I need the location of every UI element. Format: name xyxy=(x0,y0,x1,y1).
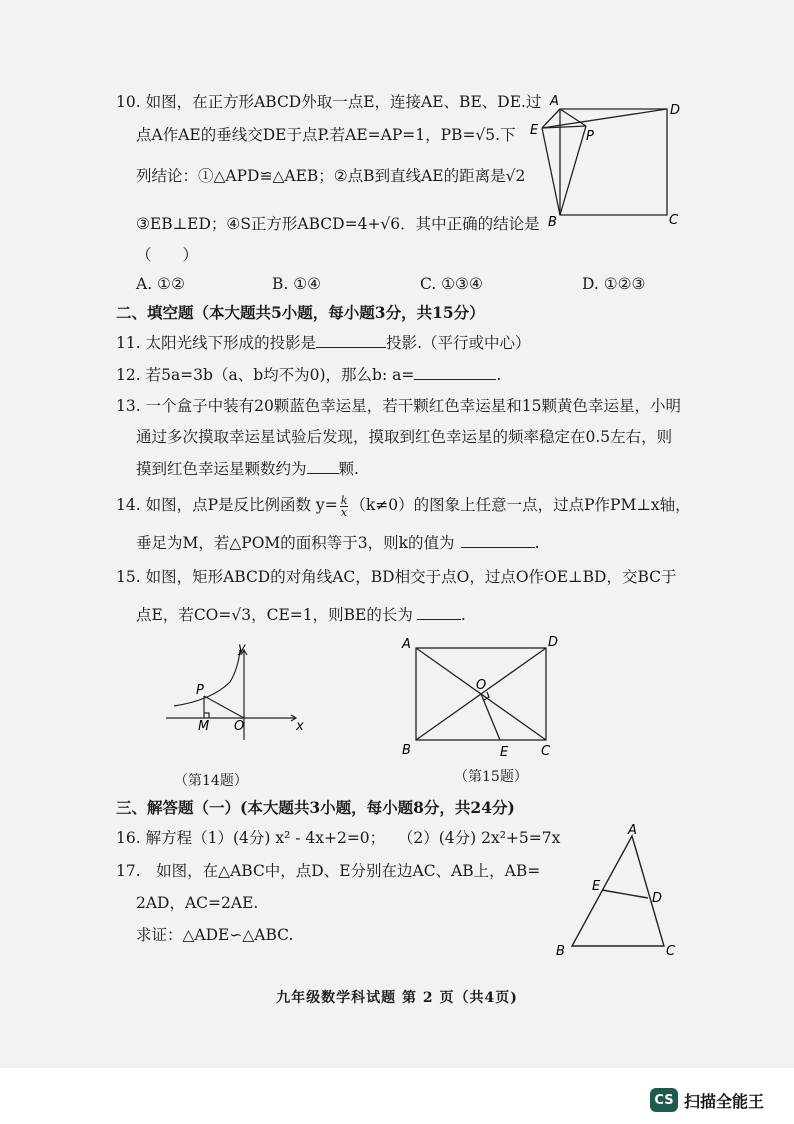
q11-blank xyxy=(316,333,386,348)
q17-label-d: D xyxy=(652,891,663,906)
q15-label-o: O xyxy=(476,678,487,693)
q10-option-a: A. ①② xyxy=(136,275,185,293)
q15-label-d: D xyxy=(548,635,559,650)
q10-label-c: C xyxy=(669,213,679,228)
q10-label-e: E xyxy=(530,123,539,138)
q15-label-e: E xyxy=(500,745,509,760)
q10-option-b: B. ①④ xyxy=(272,275,322,293)
q13-after: 颗. xyxy=(338,460,359,478)
q13-blank xyxy=(307,459,339,474)
q15-text-2: 点E，若CO=√3，CE=1，则BE的长为 xyxy=(136,606,413,624)
q15-label-c: C xyxy=(541,744,551,759)
q14-label-o: O xyxy=(234,719,245,734)
q10-option-d: D. ①②③ xyxy=(582,275,646,293)
q10-label-a: A xyxy=(550,94,559,109)
q14-blank xyxy=(461,533,535,548)
q15-caption: （第15题） xyxy=(454,769,528,785)
q15-after: . xyxy=(460,606,466,624)
q10-answer-paren: （ ） xyxy=(136,246,199,264)
q15-label-a: A xyxy=(402,637,411,652)
q14-label-m: M xyxy=(198,719,210,734)
q14-after: . xyxy=(534,534,540,552)
q13-line3 xyxy=(136,458,359,480)
q11-line xyxy=(116,332,531,354)
q17-figure xyxy=(552,822,682,964)
q17-label-e: E xyxy=(592,879,601,894)
q11-text: 11. 太阳光线下形成的投影是 xyxy=(116,334,317,352)
q14-frac-num: k xyxy=(340,493,348,507)
q15-line1: 15. 如图，矩形ABCD的对角线AC，BD相交于点O，过点O作OE⊥BD，交BC于 xyxy=(116,568,677,586)
q10-line1: 10. 如图，在正方形ABCD外取一点E，连接AE、BE、DE.过 xyxy=(116,93,542,111)
q15-figure xyxy=(396,634,566,760)
section2-heading: 二、填空题（本大题共5小题，每小题3分，共15分） xyxy=(116,303,485,322)
q10-line3: 列结论：①△APD≌△AEB；②点B到直线AE的距离是√2 xyxy=(136,167,526,185)
q14-text-b: （k≠0）的图象上任意一点，过点P作PM⊥x轴， xyxy=(350,496,691,514)
q16-line: 16. 解方程（1）(4分) x² - 4x+2=0； （2）(4分) 2x²+5=7x xyxy=(116,829,561,847)
q10-line2: 点A作AE的垂线交DE于点P.若AE=AP=1，PB=√5.下 xyxy=(136,126,516,144)
q17-line2: 2AD，AC=2AE. xyxy=(136,894,259,912)
q17-line3: 求证：△ADE∽△ABC. xyxy=(136,926,294,944)
q12-blank xyxy=(414,365,496,380)
q15-line2 xyxy=(136,604,466,626)
q13-line2: 通过多次摸取幸运星试验后发现，摸取到红色幸运星的频率稳定在0.5左右，则 xyxy=(136,428,673,446)
q13-text: 摸到红色幸运星颗数约为 xyxy=(136,460,307,478)
q17-label-c: C xyxy=(666,944,676,959)
q10-label-p: P xyxy=(586,129,594,144)
q14-label-p: P xyxy=(196,683,204,698)
q10-option-c: C. ①③④ xyxy=(420,275,483,293)
q10-label-b: B xyxy=(548,215,557,230)
q14-caption: （第14题） xyxy=(174,773,248,789)
q15-blank xyxy=(417,605,461,620)
q17-line1: 17. 如图，在△ABC中，点D、E分别在边AC、AB上，AB= xyxy=(116,862,541,880)
q10-label-d: D xyxy=(670,103,681,118)
q12-text: 12. 若5a=3b（a、b均不为0)，那么b: a= xyxy=(116,366,415,384)
q12-line xyxy=(116,364,501,386)
scanner-watermark xyxy=(650,1088,764,1112)
q10-line4: ③EB⊥ED；④S正方形ABCD=4+√6．其中正确的结论是 xyxy=(136,215,540,233)
q14-figure xyxy=(160,642,308,742)
q14-text-a: 14. 如图，点P是反比例函数 y= xyxy=(116,496,338,514)
q14-line1 xyxy=(116,494,691,518)
page-footer: 九年级数学科试题 第 2 页（共4页) xyxy=(276,990,518,1006)
q12-after: . xyxy=(496,366,502,384)
q14-label-x: x xyxy=(296,719,304,734)
q13-line1: 13. 一个盒子中装有20颗蓝色幸运星，若干颗红色幸运星和15颗黄色幸运星，小明 xyxy=(116,397,682,415)
q15-label-b: B xyxy=(402,743,411,758)
q14-text-2: 垂足为M，若△POM的面积等于3，则k的值为 xyxy=(136,534,455,552)
q14-label-y: y xyxy=(238,642,246,656)
q14-fraction xyxy=(340,495,349,518)
q17-label-b: B xyxy=(556,944,565,959)
camscanner-logo-icon: CS xyxy=(650,1088,678,1112)
q14-line2 xyxy=(136,532,540,554)
q10-figure xyxy=(528,92,684,230)
camscanner-text: 扫描全能王 xyxy=(684,1091,765,1111)
q14-frac-den: x xyxy=(340,505,348,519)
q11-after: 投影.（平行或中心） xyxy=(386,334,531,352)
q17-label-a: A xyxy=(628,823,637,838)
section3-heading: 三、解答题（一）(本大题共3小题，每小题8分，共24分) xyxy=(116,798,515,817)
